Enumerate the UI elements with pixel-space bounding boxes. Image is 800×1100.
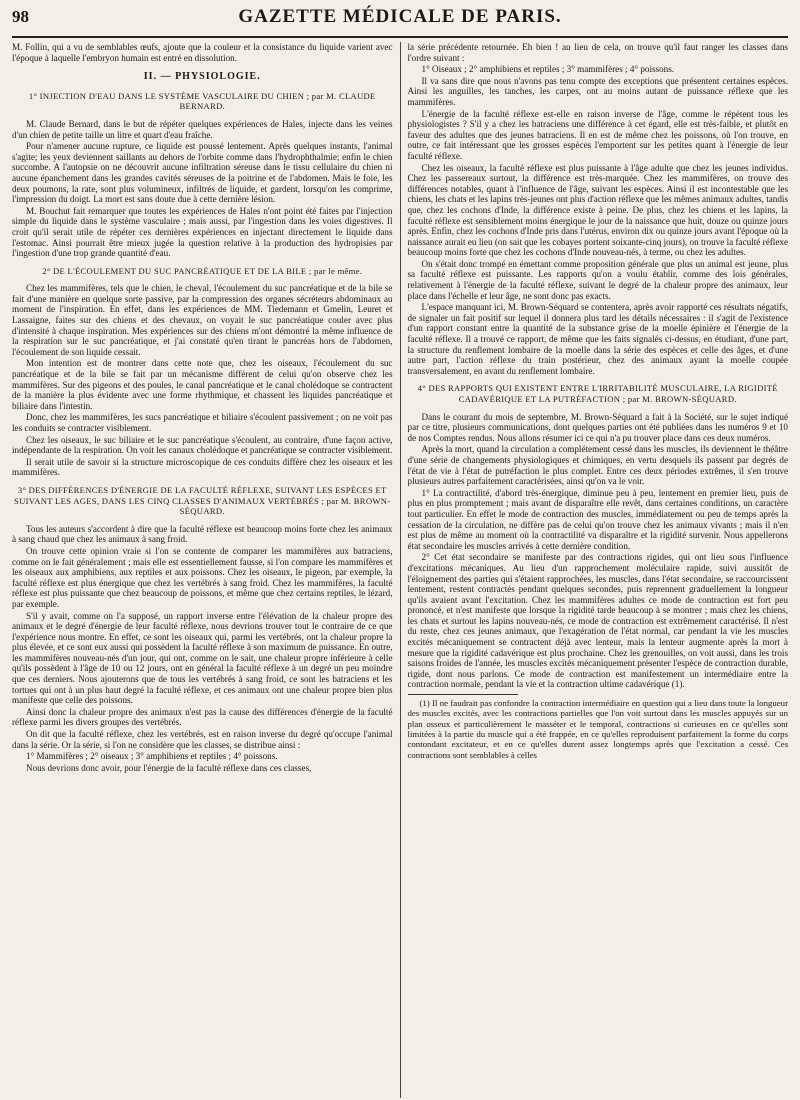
paragraph: Chez les oiseaux, le suc biliaire et le suc pancréatique s'écoulent, au contraire, d'une façon active, indépendante de la respiration. On voit les canaux cholédoque et pancréatique se contracter visiblement. <box>12 434 393 456</box>
article-2-title: 2° DE L'ÉCOULEMENT DU SUC PANCRÉATIQUE ET DE LA BILE ; par le même. <box>42 265 363 276</box>
paragraph: Mon intention est de montrer dans cette note que, chez les oiseaux, l'écoulement du suc pancréatique et de la bile se fait par un mécanisme différent de celui qu'on observe chez les mammifères. Sur des pigeons et des poules, le canal pancréatique et le canal cholédoque se contractent de la manière la plus évidente avec une forme rhythmique, et chassent les liquides pancréatique et biliaire dans l'intestin. <box>12 358 393 411</box>
paragraph: L'espace manquant ici, M. Brown-Séquard se contentera, après avoir rapporté ces résultats négatifs, de signaler un fait positif sur lequel il donnera plus tard les détails nécessaires : il s'agit de l'existence d'un rapport constant entre la quantité de la substance grise de la moelle épinière et l'énergie de la faculté réflexe. Il a trouvé ce rapport, de même que les faits signalés ci-dessus, en étudiant, d'une part, la structure du renflement lombaire de la moelle dans la série des espèces et celle des âges, et d'une autre part, l'action réflexe du train postérieur, chez des animaux ayant la moelle coupée transversalement, en avant du renflement lombaire. <box>407 302 788 376</box>
page-number: 98 <box>12 7 29 26</box>
paragraph: Il va sans dire que nous n'avons pas tenu compte des exceptions que présentent certaines espèces. Ainsi les anguilles, les tanches, les carpes, ont au moins autant de puissance réflexe que les mammifères. <box>407 75 788 107</box>
intro-paragraph: M. Follin, qui a vu de semblables œufs, ajoute que la couleur et la consistance du liquide varient avec l'époque à laquelle l'embryon humain est entré en dissolution. <box>12 42 393 63</box>
article-1-title: 1° INJECTION D'EAU DANS LE SYSTÈME VASCULAIRE DU CHIEN ; par M. CLAUDE BERNARD. <box>28 90 376 112</box>
paragraph: 2° Cet état secondaire se manifeste par des contractions rigides, qui ont lieu sous l'influence d'excitations mécaniques. Au lieu d'un rapprochement moléculaire rapide, suivi aussitôt de l'éloignement des parties qui s'étaient rapprochées, les muscles, dans l'état secondaire, se raccourcissent lentement, restent contractés pendant quelques secondes, puis reprennent graduellement la longueur qu'ils avaient avant l'excitation. Chez les mammifères adultes ce mode de contraction est fort peu prononcé, et n'est manifeste que lorsque la rigidité tarde beaucoup à se montrer ; mais chez les chiens, les chats et surtout les lapins nouveau-nés, ce mode de contraction est extrêmement caractérisé. Il n'est du reste, chez ces jeunes animaux, que l'exagération de l'état normal, car pendant la vie les muscles excités mécaniquement se contractent déjà avec lenteur, mais la lenteur augmente après la mort à mesure que la rigidité cadavérique est plus prochaine. Chez les grenouilles, on voit aussi, dans les trois saisons froides de l'année, les muscles excités mécaniquement présenter l'espèce de contraction durable, rigide, dont nous parlons. Ce mode de contraction est manifestement un intermédiaire entre la contraction normale, pendant la vie et la contraction ultime cadavérique (1). <box>407 552 788 690</box>
paragraph: Donc, chez les mammifères, les sucs pancréatique et biliaire s'écoulent passivement ; on ne voit pas les conduits se contracter visiblement. <box>12 412 393 433</box>
paragraph: Ainsi donc la chaleur propre des animaux n'est pas la cause des différences d'énergie de la faculté réflexe parmi les divers groupes des vertébrés. <box>12 706 393 728</box>
footnote <box>408 698 789 760</box>
paragraph: Nous devrions donc avoir, pour l'énergie de la faculté réflexe dans ces classes, <box>26 762 312 773</box>
left-column <box>12 42 401 1098</box>
paragraph: M. Claude Bernard, dans le but de répéter quelques expériences de Hales, injecte dans les veines d'un chien de petite taille un litre et quart d'eau fraîche. <box>12 118 393 140</box>
paragraph: Pour n'amener aucune rupture, ce liquide est poussé lentement. Après quelques instants, l'animal s'agite; les yeux deviennent saillants au dehors de l'orbite comme dans l'hydrophthalmie; enfin le chien succombe. A l'autopsie on ne découvrit aucune infiltration séreuse dans le tissu cellulaire du chien ni aucune épanchement dans les grandes cavités séreuses de la poitrine et de l'abdomen. Mais le foie, les deux poumons, la rate, sont plus volumineux, infiltrés de liquide, et gardent, lorsqu'on les comprime, l'impression du doigt. La mort est sans doute due à cette dernière lésion. <box>12 141 393 205</box>
paragraph: Il serait utile de savoir si la structure microscopique de ces conduits diffère chez les oiseaux et les mammifères. <box>12 456 393 478</box>
footnote-rule <box>408 694 518 695</box>
continued-paragraph: la série précédente retournée. Eh bien ! au lieu de cela, on trouve qu'il faut ranger les classes dans l'ordre suivant : <box>407 42 788 63</box>
right-column <box>401 42 789 1098</box>
paragraph: On s'était donc trompé en émettant comme proposition générale que plus un animal est jeune, plus sa faculté réflexe est puissante. Les rapports qu'on a voulu établir, comme des lois générales, relativement à l'énergie de la faculté réflexe, suivant le degré de la chaleur propre des animaux, leur place dans l'échelle et leur âge, ne sont donc pas exacts. <box>407 258 788 301</box>
journal-title: GAZETTE MÉDICALE DE PARIS. <box>238 6 562 27</box>
paragraph: Tous les auteurs s'accordent à dire que la faculté réflexe est beaucoup moins forte chez les animaux à sang chaud que chez les animaux à sang froid. <box>12 523 393 545</box>
class-list: 1° Mammifères ; 2° oiseaux ; 3° amphibiens et reptiles ; 4° poissons. <box>26 751 278 762</box>
article-3-title: 3° DES DIFFÉRENCES D'ÉNERGIE DE LA FACULTÉ RÉFLEXE, SUIVANT LES ESPÈCES ET SUIVANT LES AGES, DANS LES CINQ CLASSES D'ANIMAUX VERTÉBRÉS ; par M. BROWN-SÉQUARD. <box>14 484 391 517</box>
paragraph: Chez les mammifères, tels que le chien, le cheval, l'écoulement du suc pancréatique et de la bile se fait d'une manière en quelque sorte passive, par la compression des organes sécréteurs abdominaux au moment de l'inspiration. En effet, dans les expériences de MM. Tiedemann et Gmelin, Leuret et Lassaigne, faites sur des chiens et des chevaux, on voyait le suc pancréatique couler avec plus d'intensité à chaque inspiration. Mes expériences sur des chiens m'ont démontré la même influence de la respiration sur le suc pancréatique, et j'ai constaté qu'en tirant le pancréas hors de l'abdomen, l'écoulement de son liquide cessait. <box>12 283 393 357</box>
paragraph: M. Bouchut fait remarquer que toutes les expériences de Hales n'ont point été faites par l'injection simple du liquide dans le système vasculaire ; mais aussi, par l'ingestion dans les voies digestives. Il croit qu'il serait utile de répéter ces dernières expériences en injectant directement le liquide dans l'estomac. Ainsi pourrait être mieux jugée la question relative à la production des hydropisies par l'ingestion d'une trop grande quantité d'eau. <box>12 205 393 259</box>
running-header <box>12 6 788 38</box>
section-title: II. — PHYSIOLOGIE. <box>143 71 261 83</box>
paragraph: On trouve cette opinion vraie si l'on se contente de comparer les mammifères aux batraciens, comme on le fait généralement ; mais elle est essentiellement fausse, si l'on compare les mammifères et les oiseaux aux amphibiens, aux reptiles et aux poissons. Chez les oiseaux, le pigeon, par exemple, la faculté réflexe est plus énergique que chez les vertébrés à sang froid. Chez les mammifères, la faculté réflexe est plus puissante que chez beaucoup de poissons, et même que chez certains reptiles, le lézard, par exemple. <box>12 545 393 609</box>
paragraph: Après la mort, quand la circulation a complétement cessé dans les muscles, ils deviennent le théâtre d'une série de changements physiologiques et chimiques, en vertu desquels ils passent par degrés de l'état de vie à l'état de putréfaction le plus complet. Entre ces deux périodes extrêmes, il s'en trouve plusieurs autres parfaitement caractérisées, ainsi qu'on va le voir. <box>407 444 788 487</box>
paragraph: Chez les oiseaux, la faculté réflexe est plus puissante à l'âge adulte que chez les jeunes individus. Chez les passereaux surtout, la différence est très-marquée. Chez les mammifères, on trouve des différences notables, quant à l'influence de l'âge, suivant les espèces. Ainsi il est incontestable que les chiens, les chats et les lapins très-jeunes ont plus d'action réflexe que les mêmes animaux adultes, tandis que, chez les cochons d'Inde, la différence existe à peine. De plus, chez les chiens et les lapins, la faculté réflexe est sensiblement moins énergique le jour de la naissance que huit, douze ou quinze jours après. Enfin, chez les cochons d'Inde pris dans l'utérus, environ dix ou quinze jours avant l'époque où la naissance aurait eu lieu (on sait que les cobayes portent soixante-cinq jours), on trouve la faculté réflexe beaucoup moins forte que chez les cochons d'Inde nouveau-nés, à terme, ou chez les adultes. <box>407 162 788 258</box>
paragraph: L'énergie de la faculté réflexe est-elle en raison inverse de l'âge, comme le répètent tous les physiologistes ? S'il y a chez les batraciens une différence à cet égard, elle est très-faible, et plutôt en faveur des adultes que des jeunes batraciens. Il en est de même chez les poissons, où l'on trouve, en outre, ce fait intéressant que les grosses espèces l'emportent sur les petites quant à l'énergie de leur faculté réflexe. <box>407 108 788 161</box>
class-list: 1° Oiseaux ; 2° amphibiens et reptiles ; 3° mammifères ; 4° poissons. <box>421 64 675 75</box>
paragraph: S'il y avait, comme on l'a supposé, un rapport inverse entre l'élévation de la chaleur propre des animaux et le degré d'énergie de leur faculté réflexe, nous devrions trouver tout le contraire de ce que l'expérience nous montre. En effet, ce sont les oiseaux qui, parmi les vertébrés, ont la chaleur propre la plus élevée, et ce sont eux aussi qui possèdent la faculté réflexe à son maximum de puissance. En outre, les mammifères nouveau-nés d'un jour, qui ont, comme on le sait, une chaleur propre inférieure à celle qu'ils possèdent à l'âge de 10 ou 12 jours, ont en général la faculté réflexe à un degré un peu moindre que ces derniers. Nous ajouterons que de tous les vertébrés à sang froid, ce sont les batraciens et les tortues qui ont à un plus haut degré la faculté réflexe, et ces animaux ont une chaleur propre bien plus manifeste que celle des poissons. <box>12 610 393 706</box>
two-column-body <box>12 42 788 1098</box>
paragraph: On dit que la faculté réflexe, chez les vertébrés, est en raison inverse du degré qu'occupe l'animal dans la série. Or la série, si l'on ne considère que les classes, se distribue ainsi : <box>12 729 393 750</box>
paragraph: Dans le courant du mois de septembre, M. Brown-Séquard a fait à la Société, sur le sujet indiqué par ce titre, plusieurs communications, dont quelques parties ont été publiées dans les numéros 9 et 10 de nos Comptes rendus. Nous allons résumer ici ce qui n'a pu trouver place dans ces deux numéros. <box>407 411 788 443</box>
paragraph: 1° La contractilité, d'abord très-énergique, diminue peu à peu, lentement en premier lieu, puis de plus en plus promptement ; mais avant de disparaître elle revêt, dans certaines conditions, un caractère tout particulier. En effet le mode de contraction des muscles, immédiatement ou peu de temps après la cessation de la circulation, ne diffère pas de celui qu'on trouve chez les animaux vivants ; mais il n'en est plus de même au moment où la contractilité va disparaître et la rigidité survenir. Nous appellerons état secondaire les muscles arrivés à cette dernière condition. <box>407 487 788 551</box>
article-4-title: 4° DES RAPPORTS QUI EXISTENT ENTRE L'IRRITABILITÉ MUSCULAIRE, LA RIGIDITÉ CADAVÉRIQUE ET LA PUTRÉFACTION ; par M. BROWN-SÉQUARD. <box>417 383 778 404</box>
footnote-text: (1) Il ne faudrait pas confondre la contraction intermédiaire en question qui a lieu dans toute la longueur des muscles excités, avec les contractions partielles que l'on voit surtout dans les muscles appuyés sur un plan osseux et particulièrement le masséter et le temporal, contractions si curieuses en ce qu'elles sont limitées à la partie du muscle qui a été frappée, en ce qu'elles reproduisent parfaitement la forme du corps contondant excitateur, et en ce qu'elles durent assez longtemps après que l'excitation a cessé. Ces contractions sont semblables à celles <box>407 698 788 760</box>
